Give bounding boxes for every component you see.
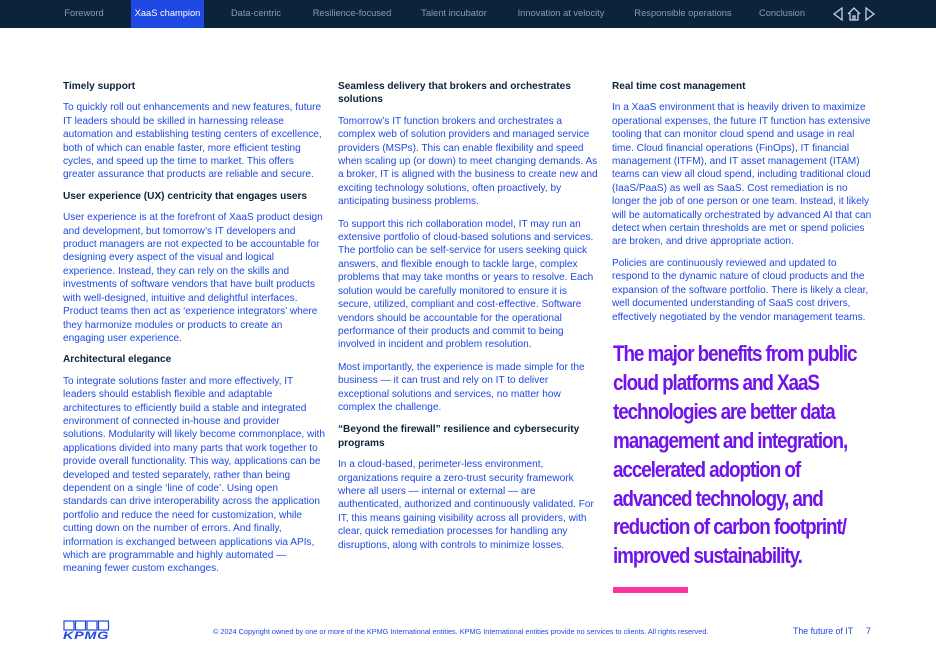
paragraph: User experience is at the forefront of XaaS product design and development, but tomorrow’s IT developers and product managers are not expected to be accountable for designing every aspect of the visual and logical experience. Instead, they can rely on the skills and investments of software vendors that have built products with well-designed, intuitive and delightful interfaces. Product teams then act as ‘experience integrators’ where they harmonize modules or products to create an engaging user experience.	[63, 212, 323, 344]
heading-ux-centricity: User experience (UX) centricity that engages users	[63, 190, 308, 202]
paragraph: Policies are continuously reviewed and updated to respond to the dynamic nature of cloud products and the expansion of the software portfolio. There is likely a clear, well documented understanding of SaaS cost drivers, effectively negotiated by the vendor management teams.	[612, 257, 869, 323]
nav-tab-resilience-focused[interactable]: Resilience-focused	[312, 8, 392, 18]
previous-icon[interactable]	[832, 6, 844, 22]
nav-tab-responsible-operations[interactable]: Responsible operations	[634, 8, 732, 18]
paragraph: Most importantly, the experience is made simple for the business — it can trust and rely on IT to deliver exceptional solutions and services, no matter how complex the challenge.	[338, 361, 585, 413]
paragraph: In a XaaS environment that is heavily driven to maximize operational expenses, the future IT function has extensive tooling that can monitor cloud spend and usage in real time. Cloud financial operations (FinOps), IT financial management (ITFM), and IT asset management (ITAM) teams can view all cloud spend, including traditional cloud (IaaS/PaaS) as well as SaaS. Cost remediation is no longer the job of one person or one team. Instead, it likely will be automatically orchestrated by advanced AI that can detect when certain thresholds are met or spend policies are broken, and drive appropriate action.	[612, 102, 872, 248]
pull-quote: The major benefits from public cloud platforms and XaaS technologies are better data management and integration, accelerated adoption of advanced technology, and reduction of carbon footprint/ improved sustainability.	[613, 341, 857, 569]
heading-real-time-cost-management: Real time cost management	[612, 81, 746, 92]
accent-bar	[613, 587, 688, 593]
nav-tab-talent-incubator[interactable]: Talent incubator	[421, 8, 487, 18]
nav-tab-foreword[interactable]: Foreword	[64, 8, 104, 18]
home-icon[interactable]	[846, 6, 862, 22]
paragraph: In a cloud-based, perimeter-less environment, organizations require a zero-trust security framework where all users — internal or external — are authenticated, authorized and continuously validated. For IT, this means gaining visibility across all providers, with clear, quick remediation processes for handling any disruptions, along with controls to minimize losses.	[338, 459, 594, 551]
heading-timely-support: Timely support	[63, 81, 136, 92]
column-right	[612, 80, 874, 332]
page-number: 7	[866, 626, 871, 636]
paragraph: To support this rich collaboration model, IT may run an extensive portfolio of cloud-based solutions and services. The portfolio can be self-service for users seeking quick answers, and flexible enough to tackle large, complex problems that may take months or years to resolve. Each solution would be carefully monitored to ensure it is secure, utilized, compliant and cost-effective. Software vendors should be accountable for the operational performance of their products and commit to being involved in incident and problem resolution.	[338, 218, 594, 351]
nav-tab-conclusion[interactable]: Conclusion	[759, 8, 805, 18]
column-middle	[338, 80, 598, 561]
nav-tab-xaas-champion[interactable]: XaaS champion	[131, 0, 204, 28]
paragraph: To quickly roll out enhancements and new features, future IT leaders should be skilled in harnessing release automation and establishing testing centers of excellence, both of which can enable faster, more efficient testing cycles, and speed up the time to market. This offers greater assurance that products are reliable and secure.	[63, 102, 322, 181]
paragraph: To integrate solutions faster and more effectively, IT leaders should establish flexible and adaptable architectures to efficiently build a stable and integrated environment of connected in-house and provider solutions. Modularity will likely become commonplace, with applications divided into many parts that work together to provide overall functionality. This way, applications can be developed and tested separately, rather than being dependent on a single ‘line of code’. Using open standards can drive interoperability across the application portfolio and reduce the need for customization, while cutting down on the number of errors. And finally, information is exchanged between applications via APIs, which are programmable and highly automated — meaning fewer custom exchanges.	[63, 375, 325, 575]
paragraph: Tomorrow’s IT function brokers and orchestrates a complex web of solution providers and managed service providers (MSPs). This can enable flexibility and speed when scaling up (or down) to meet changing demands. As a broker, IT is aligned with the business to create new and exciting technology solutions, often proactively, by anticipating business problems.	[338, 115, 598, 208]
column-left	[63, 80, 325, 584]
nav-tab-data-centric[interactable]: Data-centric	[230, 8, 282, 18]
heading-architectural-elegance: Architectural elegance	[63, 354, 172, 366]
heading-seamless-delivery: Seamless delivery that brokers and orchestrates solutions	[338, 81, 571, 106]
nav-tab-innovation-at-velocity[interactable]: Innovation at velocity	[517, 8, 605, 18]
footer-publication-title: The future of IT	[793, 626, 854, 636]
kpmg-logo	[63, 620, 111, 640]
heading-beyond-the-firewall: “Beyond the firewall” resilience and cybersecurity programs	[338, 424, 580, 449]
svg-text:KPMG: KPMG	[63, 630, 109, 640]
top-navigation	[0, 0, 936, 28]
next-icon[interactable]	[864, 6, 876, 22]
copyright-notice: © 2024 Copyright owned by one or more of the KPMG International entities. KPMG International entities provide no services to clients. All rights reserved.	[213, 627, 709, 636]
